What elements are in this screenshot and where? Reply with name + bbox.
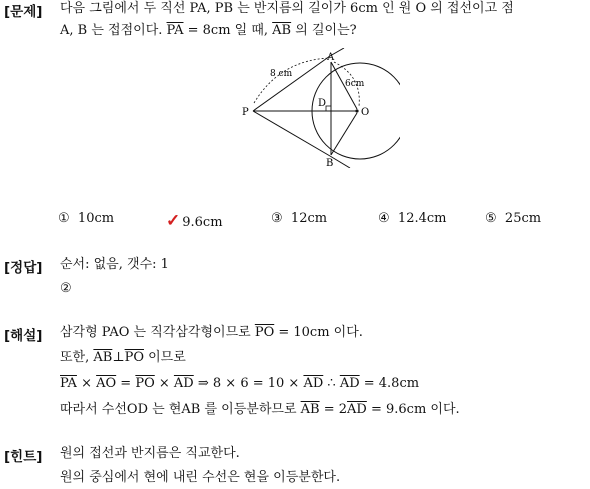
problem-line-2 [60,22,357,40]
label-d: D [318,98,327,109]
choice-number: ④ [378,211,390,226]
label-a: A [327,52,335,63]
geometry-figure [240,48,400,168]
hint-line-1: 원의 접선과 반지름은 직교한다. [60,446,240,461]
choice-text: 12.4cm [397,211,447,226]
solution-text: × [76,376,97,391]
answer-label: [정답] [4,260,43,276]
solution-text: 이므로 [143,350,186,365]
problem-text: 의 길이는? [291,23,357,38]
label-b: B [326,158,334,168]
solution-text: × [154,376,174,391]
tangent-pb [253,111,330,156]
radius-bo [331,113,357,155]
choice-4[interactable] [378,211,446,226]
segment-ad: $\overline{AD}$ [339,376,360,391]
solution-text: = [116,376,136,391]
solution-text: = 2 [319,402,348,417]
solution-text: = 10cm 이다. [274,325,363,340]
segment-po: $\overline{PO}$ [135,376,155,391]
label-p: P [242,107,249,118]
label-6cm: 6cm [345,79,365,89]
right-angle-mark [326,106,331,111]
solution-line-2 [60,349,186,367]
segment-po: $\overline{PO}$ [254,325,275,340]
choice-number: ⑤ [485,211,497,226]
choice-5[interactable] [485,211,541,226]
label-o: O [361,107,370,118]
segment-pa: $\overline{PA}$ [166,23,184,38]
solution-line-4 [60,401,460,419]
segment-ab: $\overline{AB}$ [272,23,292,38]
perpendicular-symbol: ⊥ [112,350,125,365]
segment-ab: $\overline{AB}$ [93,350,113,365]
center-dot [355,109,358,112]
segment-ao: $\overline{AO}$ [96,376,117,391]
choice-text: 9.6cm [182,215,223,230]
segment-pa: $\overline{PA}$ [60,376,77,391]
hint-label: [힌트] [4,449,43,465]
answer-line-2: ② [60,281,72,296]
solution-text: ⇒ 8 × 6 = 10 × [193,376,304,391]
solution-label: [해설] [4,328,43,344]
choice-text: 12cm [290,211,328,226]
choice-number: ① [58,211,70,226]
solution-line-3 [60,375,419,393]
solution-text: = 9.6cm 이다. [366,402,460,417]
choice-text: 25cm [504,211,542,226]
therefore-symbol: ∴ [323,376,340,391]
solution-text: = 4.8cm [359,376,420,391]
problem-text: A, B 는 접점이다. [60,23,167,38]
hint-line-2: 원의 중심에서 현에 내린 수선은 현을 이등분한다. [60,470,341,485]
segment-ad: $\overline{AD}$ [347,402,367,417]
solution-line-1 [60,324,363,342]
answer-line-1: 순서: 없음, 갯수: 1 [60,257,169,272]
problem-text: = 8cm 일 때, [183,23,273,38]
choice-3[interactable] [271,211,327,226]
label-8cm: 8 cm [270,69,293,79]
choice-number: ③ [271,211,283,226]
problem-label: [문제] [4,4,43,20]
solution-text: 따라서 수선OD 는 현AB 를 이등분하므로 [60,402,301,417]
solution-text: 삼각형 PAO 는 직각삼각형이므로 [60,325,255,340]
segment-po: $\overline{PO}$ [124,350,144,365]
segment-ad: $\overline{AD}$ [303,376,324,391]
segment-ad: $\overline{AD}$ [173,376,194,391]
choice-2[interactable] [166,211,223,231]
segment-ab: $\overline{AB}$ [300,402,320,417]
problem-line-1: 다음 그림에서 두 직선 PA, PB 는 반지름의 길이가 6cm 인 원 O 의 접선이고 점 [60,1,514,16]
choice-1[interactable] [58,211,114,226]
choice-text: 10cm [77,211,115,226]
solution-text: 또한, [60,350,94,365]
checkmark-icon: ✓ [166,211,181,231]
